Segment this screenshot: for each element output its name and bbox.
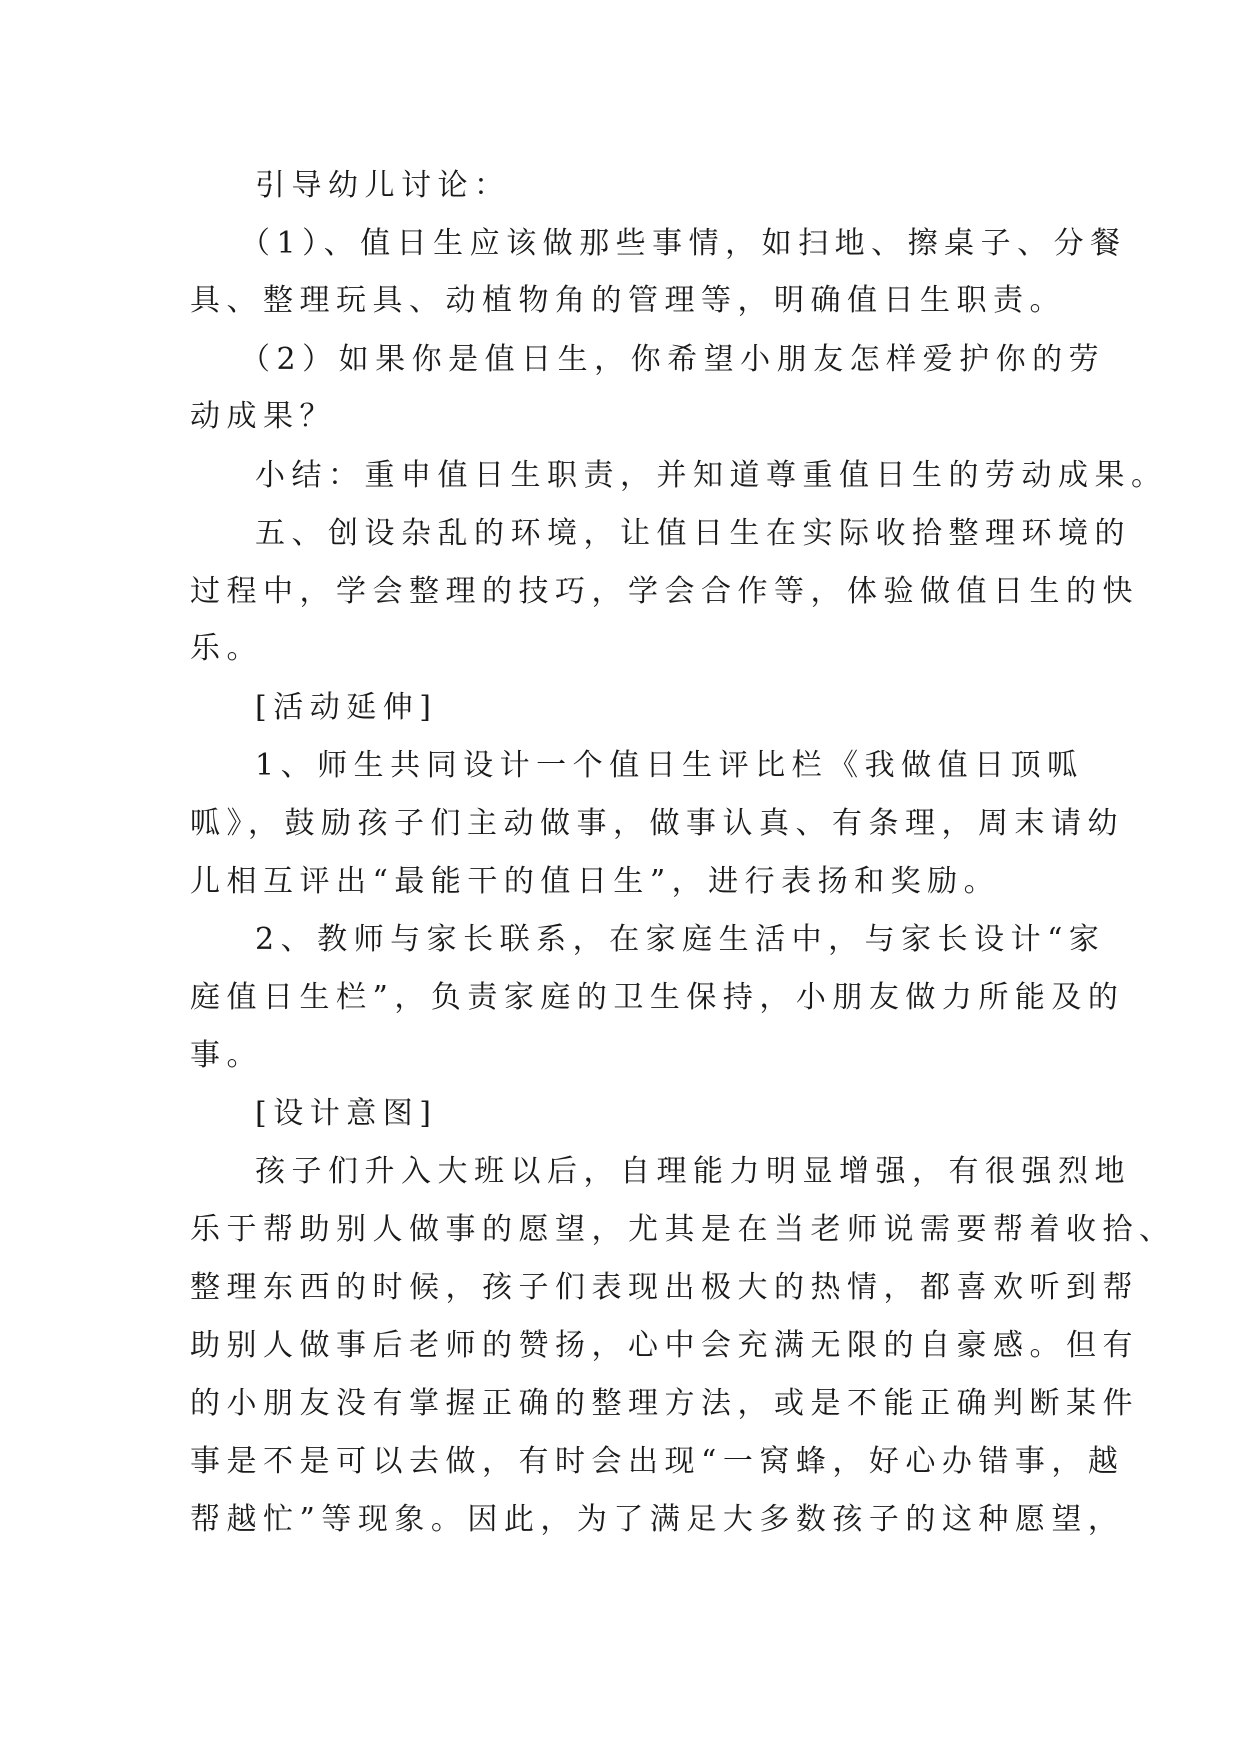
text-line: 帮越忙”等现象。因此，为了满足大多数孩子的这种愿望， [190, 1502, 1125, 1537]
text-line: 动成果？ [190, 399, 336, 434]
text-line: 乐于帮助别人做事的愿望，尤其是在当老师说需要帮着收拾、 [190, 1212, 1176, 1247]
text-line: 儿相互评出“最能干的值日生”，进行表扬和奖励。 [190, 864, 1001, 899]
text-line: 具、整理玩具、动植物角的管理等，明确值日生职责。 [190, 283, 1066, 318]
text-line: 事是不是可以去做，有时会出现“一窝蜂，好心办错事，越 [190, 1444, 1125, 1479]
text-line: 引导幼儿讨论： [255, 168, 511, 203]
section-heading: [活动延伸] [255, 690, 438, 725]
text-line: 小结：重申值日生职责，并知道尊重值日生的劳动成果。 [255, 458, 1168, 493]
text-line: 庭值日生栏”，负责家庭的卫生保持，小朋友做力所能及的 [190, 980, 1125, 1015]
text-line: 整理东西的时候，孩子们表现出极大的热情，都喜欢听到帮 [190, 1270, 1139, 1305]
text-line: 五、创设杂乱的环境，让值日生在实际收拾整理环境的 [255, 516, 1131, 551]
section-heading: [设计意图] [255, 1096, 438, 1131]
text-line: 2、教师与家长联系，在家庭生活中，与家长设计“家 [255, 922, 1106, 957]
text-line: （1）、值日生应该做那些事情，如扫地、擦桌子、分餐 [240, 226, 1127, 261]
text-line: （2）如果你是值日生，你希望小朋友怎样爱护你的劳 [240, 342, 1106, 377]
text-line: 1、师生共同设计一个值日生评比栏《我做值日顶呱 [255, 748, 1084, 783]
text-line: 乐。 [190, 631, 263, 666]
text-line: 的小朋友没有掌握正确的整理方法，或是不能正确判断某件 [190, 1386, 1139, 1421]
text-line: 过程中，学会整理的技巧，学会合作等，体验做值日生的快 [190, 574, 1139, 609]
text-line: 助别人做事后老师的赞扬，心中会充满无限的自豪感。但有 [190, 1328, 1139, 1363]
text-line: 孩子们升入大班以后，自理能力明显增强，有很强烈地 [255, 1154, 1131, 1189]
text-line: 事。 [190, 1038, 263, 1073]
text-line: 呱》，鼓励孩子们主动做事，做事认真、有条理，周末请幼 [190, 806, 1124, 841]
